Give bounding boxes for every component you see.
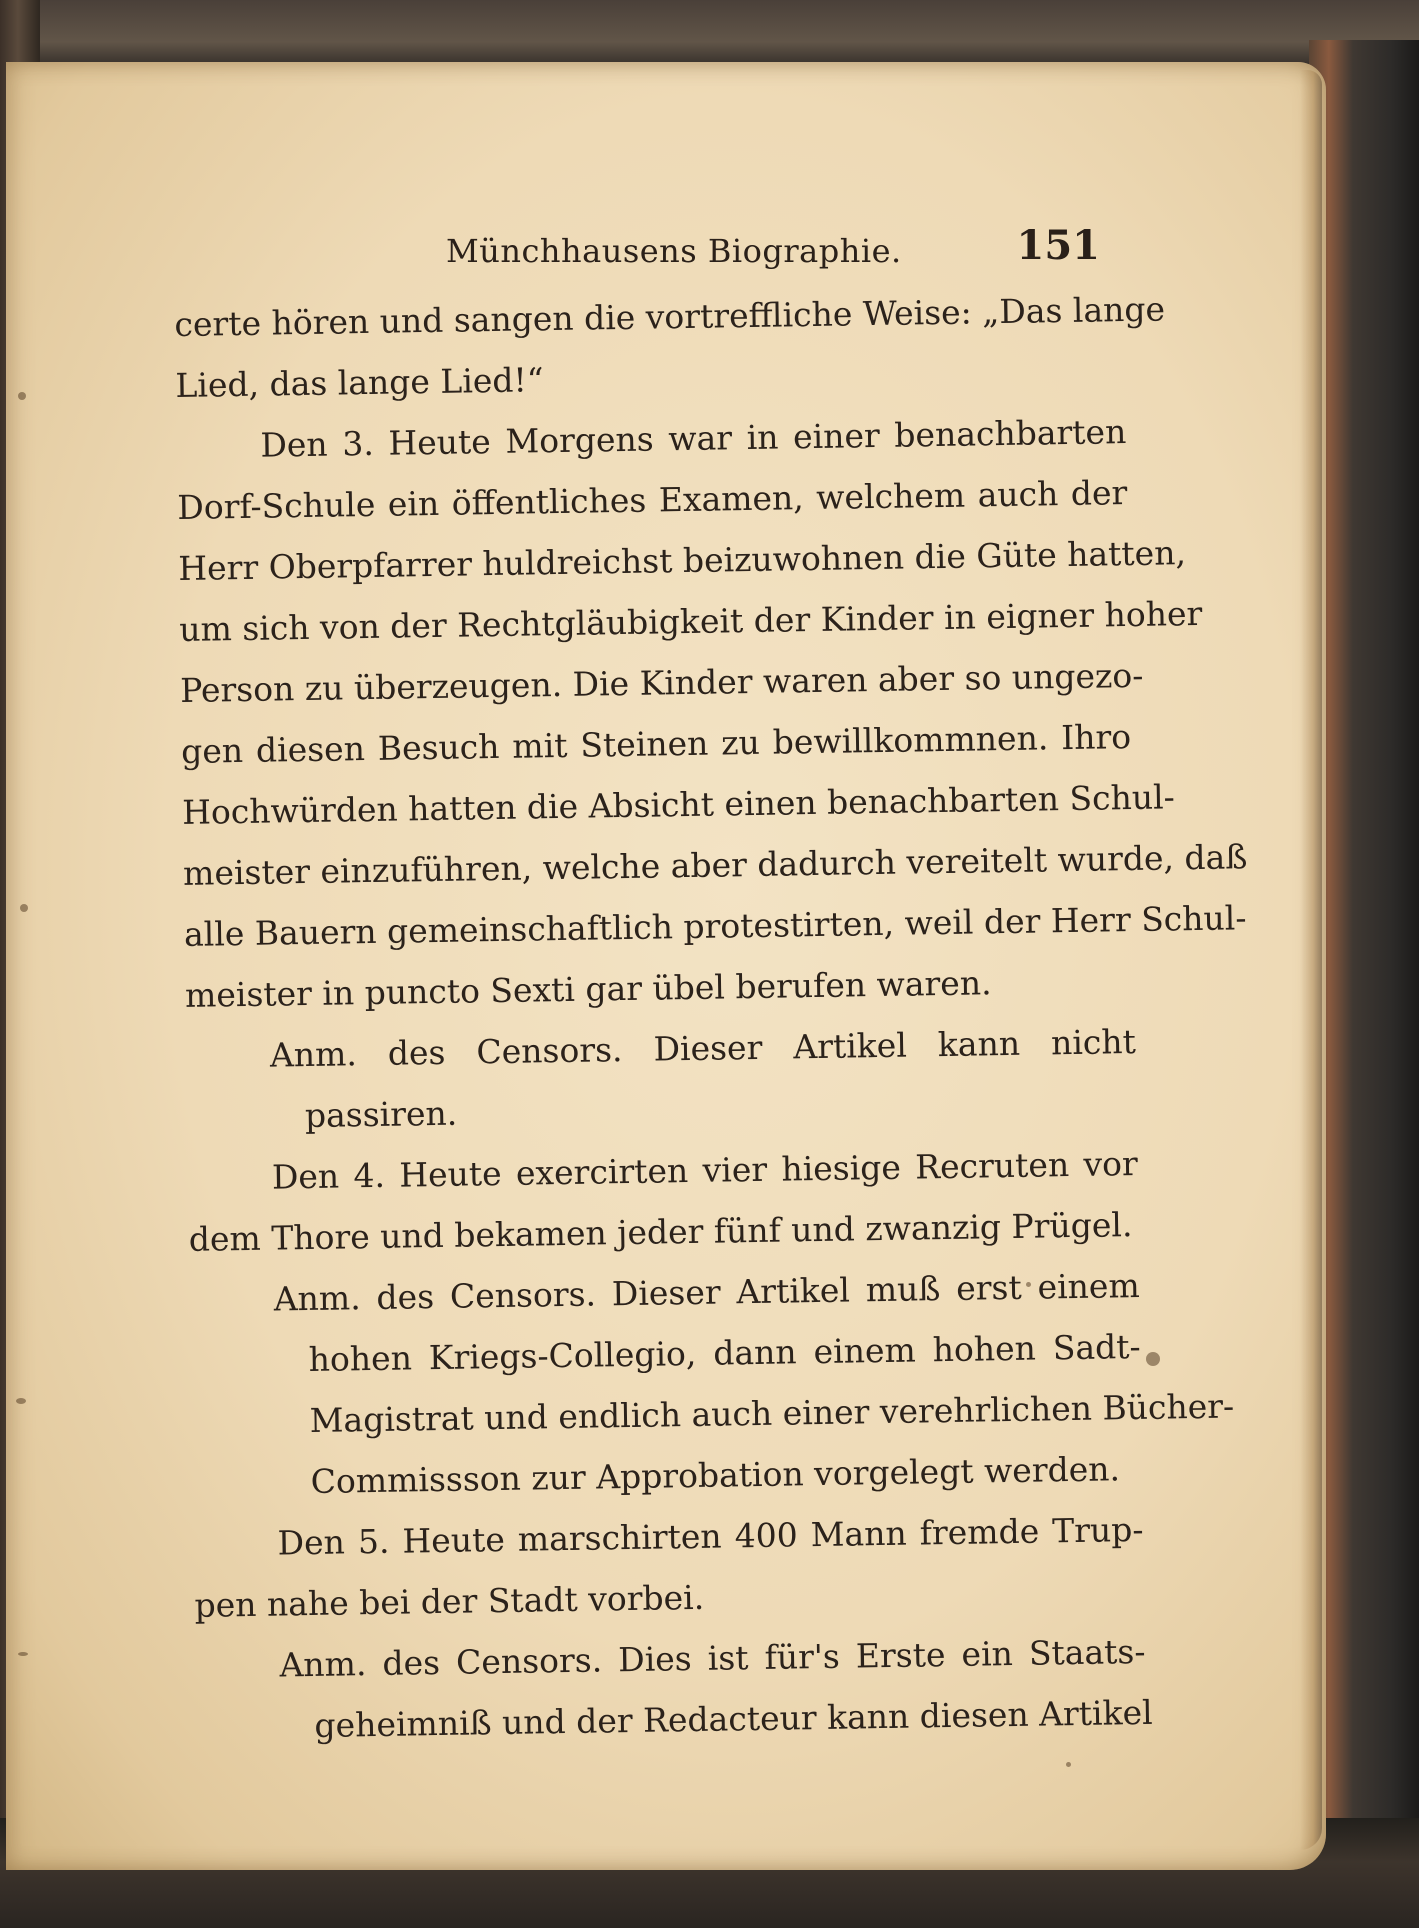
text-line: Den 4. Heute exercirten vier hiesige Recruten vor: [271, 1143, 1139, 1197]
censor-note-line: Anm. des Censors. Dieser Artikel kann nicht: [269, 1021, 1137, 1075]
stain-mark: [16, 1398, 26, 1404]
text-line: Den 3. Heute Morgens war in einer benachbarten: [260, 412, 1127, 465]
page-header: [186, 222, 1106, 278]
text-line: Den 5. Heute marschirten 400 Mann fremde Trup-: [277, 1509, 1144, 1563]
text-line: Hochwürden hatten die Absicht einen benachbarten Schul-: [181, 777, 1176, 832]
text-line: meister einzuführen, welche aber dadurch vereitelt wurde, daß: [182, 837, 1248, 893]
censor-note-line: hohen Kriegs-Collegio, dann einem hohen Sadt-: [308, 1326, 1141, 1380]
body-text: [174, 279, 1248, 1758]
text-line: Herr Oberpfarrer huldreichst beizuwohnen die Güte hatten,: [178, 533, 1187, 588]
page-number: 151: [1016, 222, 1100, 269]
text-line: gen diesen Besuch mit Steinen zu bewillkommnen. Ihro: [180, 717, 1132, 771]
text-line: certe hören und sangen die vortreffliche Weise: „Das lange: [174, 289, 1166, 344]
text-line: Lied, das lange Lied!“: [175, 360, 544, 405]
book-cover-top: [0, 0, 1419, 70]
stain-mark: [1066, 1762, 1071, 1767]
stain-mark: [1146, 1352, 1160, 1366]
text-line: Dorf-Schule ein öffentliches Examen, welchem auch der: [177, 473, 1128, 527]
censor-note-line: Magistrat und endlich auch einer verehrlichen Bücher-: [309, 1386, 1235, 1441]
running-title: Münchhausens Biographie.: [446, 232, 902, 270]
text-line: pen nahe bei der Stadt vorbei.: [194, 1577, 705, 1625]
stain-mark: [20, 904, 28, 912]
censor-note-line: Commissson zur Approbation vorgelegt werden.: [310, 1449, 1121, 1501]
censor-note-line: geheimniß und der Redacteur kann diesen Artikel: [314, 1692, 1153, 1745]
page-edge-shadow: [1300, 70, 1322, 1850]
text-line: alle Bauern gemeinschaftlich protestirten, weil der Herr Schul-: [183, 898, 1247, 954]
stain-mark: [18, 1652, 28, 1656]
text-line: Person zu überzeugen. Die Kinder waren aber so ungezo-: [179, 655, 1144, 710]
censor-note-line: Anm. des Censors. Dies ist für's Erste ein Staats-: [279, 1631, 1146, 1685]
text-line: dem Thore und bekamen jeder fünf und zwanzig Prügel.: [188, 1205, 1133, 1259]
stain-mark: [18, 392, 26, 400]
text-line: um sich von der Rechtgläubigkeit der Kinder in eigner hoher: [178, 593, 1203, 649]
text-line: meister in puncto Sexti gar übel berufen waren.: [184, 963, 992, 1015]
censor-note-line: passiren.: [304, 1093, 458, 1136]
censor-note-line: Anm. des Censors. Dieser Artikel muß erst einem: [273, 1265, 1140, 1319]
book-page: [6, 62, 1326, 1870]
